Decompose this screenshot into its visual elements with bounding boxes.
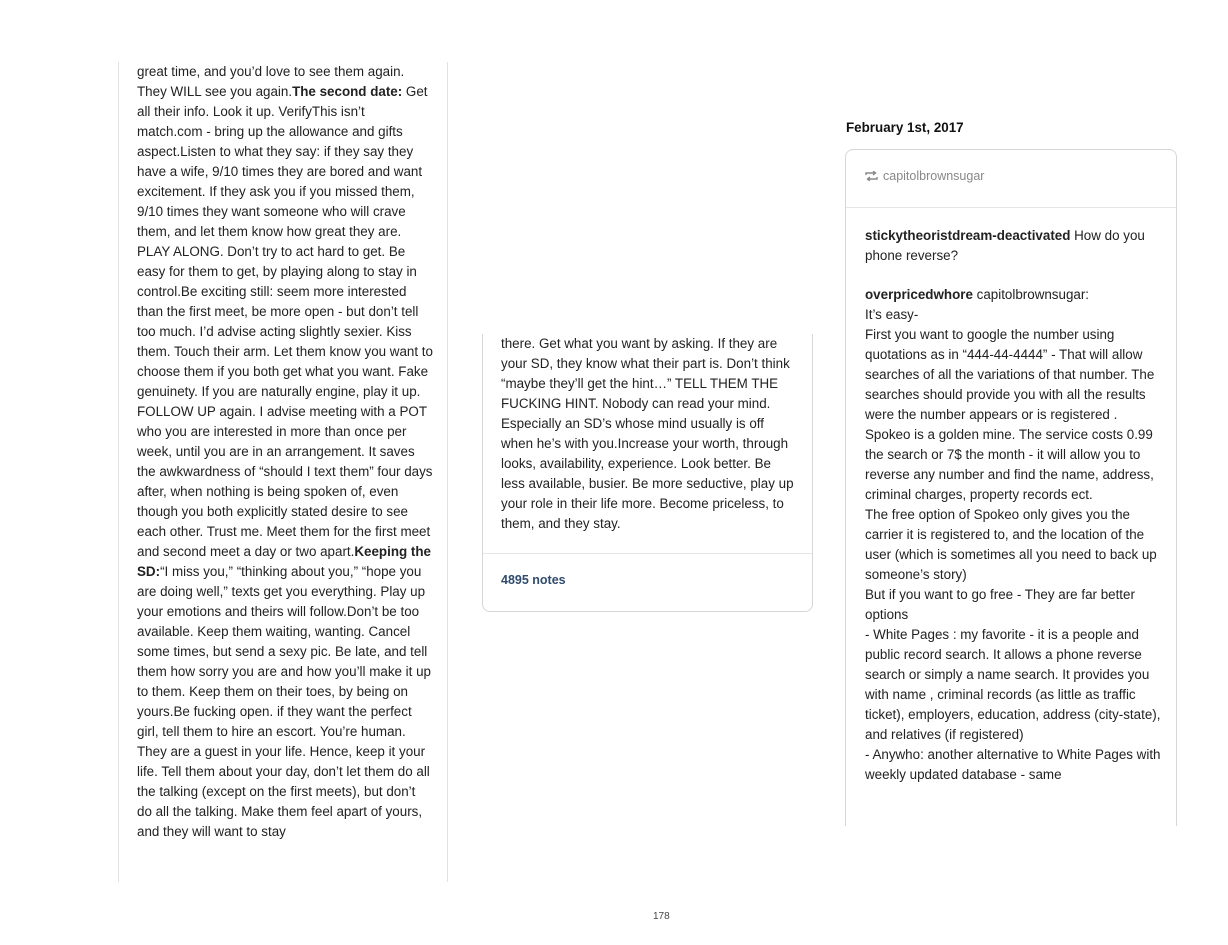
notes-count[interactable]: 4895 notes: [501, 573, 566, 587]
divider: [846, 207, 1176, 208]
heading-second-date: The second date:: [292, 84, 403, 99]
answer-line: But if you want to go free - They are far better options: [865, 587, 1135, 622]
reblog-icon: [865, 171, 878, 181]
answer-line: First you want to google the number using quotations as in “444-44-4444” - That will allow searches of all the variations of that number. The searches should provide you with all the results were the number appears or is registered .: [865, 327, 1155, 422]
post-body: [865, 226, 1163, 785]
reblog-username[interactable]: capitolbrownsugar: [883, 169, 985, 183]
reblog-header[interactable]: [865, 169, 984, 183]
answer-line: - Anywho: another alternative to White Pages with weekly updated database - same: [865, 747, 1161, 782]
post-card-right: [845, 149, 1177, 826]
post-body: there. Get what you want by asking. If they are your SD, they know what their part is. Don’t think “maybe they’ll get the hint…” TELL THEM THE FUCKING HINT. Nobody can read your mind. Especially an SD’s whose mind usually is off when he’s with you.Increase your worth, through looks, availability, experience. Look better. Be less available, busier. Be more seductive, play up your role in their life more. Become priceless, to them, and they stay.: [501, 336, 794, 531]
heading-keeping-sd: Keeping the SD:: [137, 544, 431, 579]
answer-line: - White Pages : my favorite - it is a people and public record search. It allows a phone reverse search or simply a name search. It provides you with name , criminal records (as little as traffic ticket), employers, education, address (city-state), and relatives (if registered): [865, 627, 1161, 742]
answer-username[interactable]: overpricedwhore: [865, 287, 973, 302]
answer-line: It’s easy-: [865, 307, 919, 322]
text-segment: “I miss you,” “thinking about you,” “hope you are doing well,” texts get you everything. Play up your emotions and theirs will follow.Don’t be too available. Keep them waiting, wanting. Cancel some times, but send a sexy pic. Be late, and tell them how sorry you are and how you’ll make it up to them. Keep them on their toes, by being on yours.Be fucking open. if they want the perfect girl, tell them to hire an escort. You’re human. They are a guest in your life. Hence, keep it your life. Tell them about your day, don’t let them do all the talking (except on the first meets), but don’t do all the talking. Make them feel apart of yours, and they will want to stay: [137, 564, 431, 839]
column1-body: [137, 62, 433, 842]
answer-header: [865, 285, 1163, 305]
left-text-column: [118, 62, 448, 882]
text-segment: Get all their info. Look it up. VerifyThis isn’t match.com - bring up the allowance and gifts aspect.Listen to what they say: if they say they have a wife, 9/10 times they are bored and want excitement. If they ask you if you missed them, 9/10 times they want someone who will crave them, and let them know how great they are. PLAY ALONG. Don’t try to act hard to get. Be easy for them to get, by playing along to stay in control.Be exciting still: seem more interested than the first meet, be more open - but don’t tell too much. I’d advise acting slightly sexier. Kiss them. Touch their arm. Let them know you want to choose them if you both get what you want. Fake genuinety. If you are naturally engine, play it up. FOLLOW UP again. I advise meeting with a POT who you are interested in more than once per week, until you are in an arrangement. It saves the awkwardness of “should I text them” four days after, when nothing is being spoken of, even though you both explicitly stated desire to see each other. Trust me. Meet them for the first meet and second meet a day or two apart.: [137, 84, 433, 559]
question-username[interactable]: stickytheoristdream-deactivated: [865, 228, 1071, 243]
page-number: 178: [653, 911, 670, 922]
answer-source: capitolbrownsugar:: [972, 287, 1090, 302]
answer-line: Spokeo is a golden mine. The service costs 0.99 the search or 7$ the month - it will allow you to reverse any number and find the name, address, criminal charges, property records ect.: [865, 427, 1154, 502]
question-text: How do you phone reverse?: [865, 228, 1145, 263]
answer-line: The free option of Spokeo only gives you the carrier it is registered to, and the location of the user (which is sometimes all you need to back up someone’s story): [865, 507, 1157, 582]
divider: [483, 553, 812, 554]
text-segment: great time, and you’d love to see them again. They WILL see you again.: [137, 64, 405, 99]
post-date: February 1st, 2017: [846, 120, 964, 135]
post-card-middle: [482, 334, 813, 612]
question: [865, 226, 1163, 266]
